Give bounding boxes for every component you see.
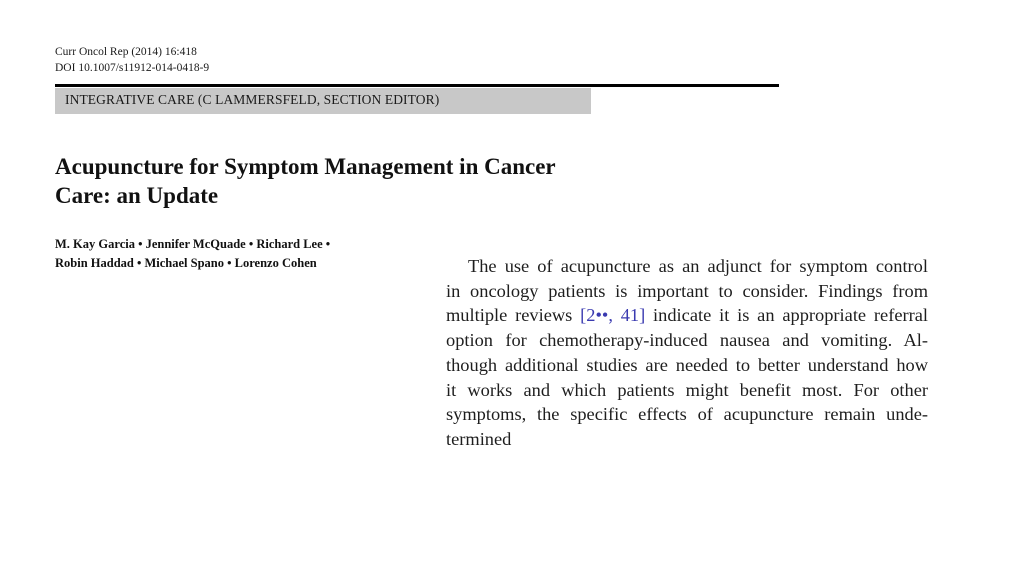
author-line: Robin Haddad • Michael Spano • Lorenzo Cohen bbox=[55, 256, 317, 270]
article-title bbox=[55, 152, 655, 210]
abstract-line: option for chemotherapy-induced nausea and vomiting. Al- bbox=[446, 330, 928, 351]
section-banner bbox=[55, 88, 591, 114]
doi-text: DOI 10.1007/s11912-014-0418-9 bbox=[55, 62, 210, 74]
section-label: INTEGRATIVE CARE (C LAMMERSFELD, SECTION EDITOR) bbox=[65, 92, 440, 107]
header-rule bbox=[55, 84, 779, 87]
title-line: Acupuncture for Symptom Management in Cancer bbox=[55, 154, 556, 179]
abstract-line: symptoms, the specific effects of acupuncture remain unde- bbox=[446, 404, 928, 425]
abstract-line: though additional studies are needed to better understand how bbox=[446, 354, 928, 375]
abstract-line bbox=[446, 303, 928, 328]
abstract-text: multiple reviews bbox=[446, 305, 581, 326]
author-line: M. Kay Garcia • Jennifer McQuade • Richard Lee • bbox=[55, 237, 331, 251]
abstract-text: indicate it is an appropriate referral bbox=[645, 305, 928, 326]
author-list bbox=[55, 235, 415, 273]
title-line: Care: an Update bbox=[55, 183, 219, 208]
abstract-line: in oncology patients is important to consider. Findings from bbox=[446, 280, 928, 301]
journal-citation: Curr Oncol Rep (2014) 16:418 bbox=[55, 46, 197, 58]
abstract-excerpt bbox=[446, 254, 928, 452]
citation-link[interactable]: [2••, 41] bbox=[580, 305, 646, 326]
abstract-line: The use of acupuncture as an adjunct for symptom control bbox=[468, 256, 928, 276]
journal-reference bbox=[55, 44, 209, 76]
abstract-line: termined bbox=[446, 428, 512, 449]
abstract-line: it works and which patients might benefit most. For other bbox=[446, 379, 928, 400]
